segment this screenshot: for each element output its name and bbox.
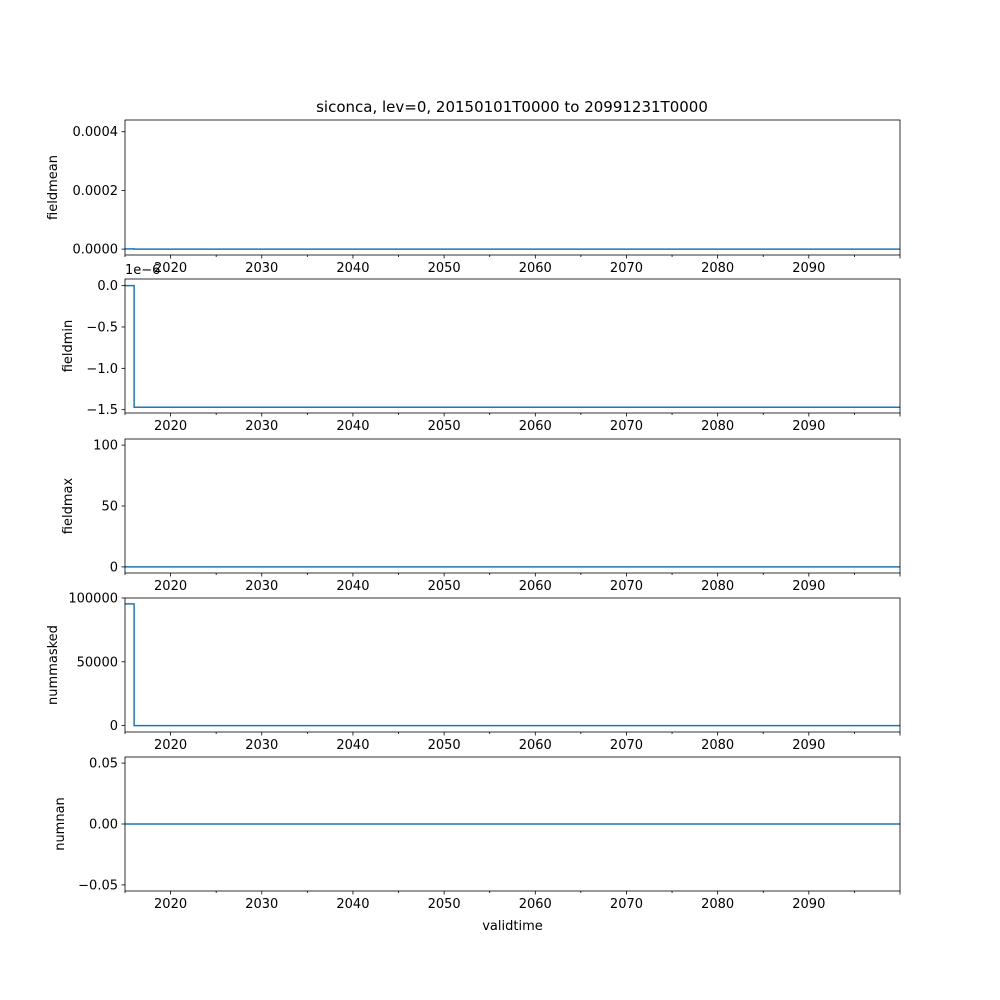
y-tick-label: 50 [101, 499, 118, 515]
x-tick-label: 2080 [701, 261, 735, 276]
y-offset-label: 1e−6 [125, 263, 161, 278]
x-axis-label: validtime [482, 919, 543, 934]
x-tick-label: 2030 [245, 419, 279, 434]
y-tick-label: −1.5 [86, 403, 118, 419]
y-tick-label: 0 [109, 560, 118, 576]
chart-title: siconca, lev=0, 20150101T0000 to 20991231T0000 [316, 98, 708, 116]
x-tick-label: 2060 [518, 738, 552, 753]
y-axis-label: fieldmax [61, 477, 76, 535]
x-tick-label: 2050 [427, 579, 461, 594]
x-tick-label: 2020 [154, 738, 188, 753]
x-tick-label: 2080 [701, 579, 735, 594]
x-tick-label: 2050 [427, 738, 461, 753]
x-tick-label: 2070 [609, 419, 644, 434]
x-tick-label: 2040 [336, 261, 370, 276]
y-tick-label: 0.0004 [72, 125, 118, 141]
x-tick-label: 2020 [154, 419, 188, 434]
x-tick-label: 2060 [518, 419, 552, 434]
y-tick-label: 0.05 [89, 756, 118, 772]
y-tick-label: 0.0 [97, 279, 118, 295]
x-tick-label: 2080 [701, 897, 735, 912]
y-tick-label: −1.0 [86, 361, 118, 377]
x-tick-label: 2070 [609, 579, 644, 594]
x-tick-label: 2040 [336, 579, 370, 594]
x-tick-label: 2070 [609, 738, 644, 753]
x-tick-label: 2090 [792, 261, 826, 276]
x-tick-label: 2080 [701, 738, 735, 753]
x-tick-label: 2030 [245, 261, 279, 276]
y-tick-label: 50000 [76, 655, 118, 671]
x-tick-label: 2050 [427, 261, 461, 276]
x-tick-label: 2070 [609, 897, 644, 912]
y-tick-label: 0.0000 [72, 242, 118, 258]
x-tick-label: 2090 [792, 579, 826, 594]
x-tick-label: 2020 [154, 579, 188, 594]
x-tick-label: 2080 [701, 419, 735, 434]
x-tick-label: 2040 [336, 419, 370, 434]
y-axis-label: nummasked [46, 625, 61, 705]
y-tick-label: −0.05 [78, 878, 118, 894]
x-tick-label: 2030 [245, 579, 279, 594]
x-tick-label: 2020 [154, 897, 188, 912]
y-tick-label: 100 [93, 438, 118, 454]
x-tick-label: 2040 [336, 897, 370, 912]
y-tick-label: 0.0002 [72, 183, 118, 199]
y-tick-label: 100000 [68, 591, 118, 607]
x-tick-label: 2040 [336, 738, 370, 753]
x-tick-label: 2090 [792, 738, 826, 753]
y-axis-label: fieldmean [46, 155, 61, 220]
x-tick-label: 2030 [245, 897, 279, 912]
x-tick-label: 2060 [518, 579, 552, 594]
x-tick-label: 2020 [154, 261, 188, 276]
x-tick-label: 2060 [518, 897, 552, 912]
y-tick-label: 0.00 [89, 817, 118, 833]
x-tick-label: 2060 [518, 261, 552, 276]
x-tick-label: 2030 [245, 738, 279, 753]
y-axis-label: fieldmin [61, 319, 76, 373]
y-tick-label: 0 [109, 719, 118, 735]
x-tick-label: 2050 [427, 897, 461, 912]
y-axis-label: numnan [53, 797, 68, 851]
y-tick-label: −0.5 [86, 320, 118, 336]
x-tick-label: 2050 [427, 419, 461, 434]
x-tick-label: 2090 [792, 419, 826, 434]
x-tick-label: 2090 [792, 897, 826, 912]
x-tick-label: 2070 [609, 261, 644, 276]
